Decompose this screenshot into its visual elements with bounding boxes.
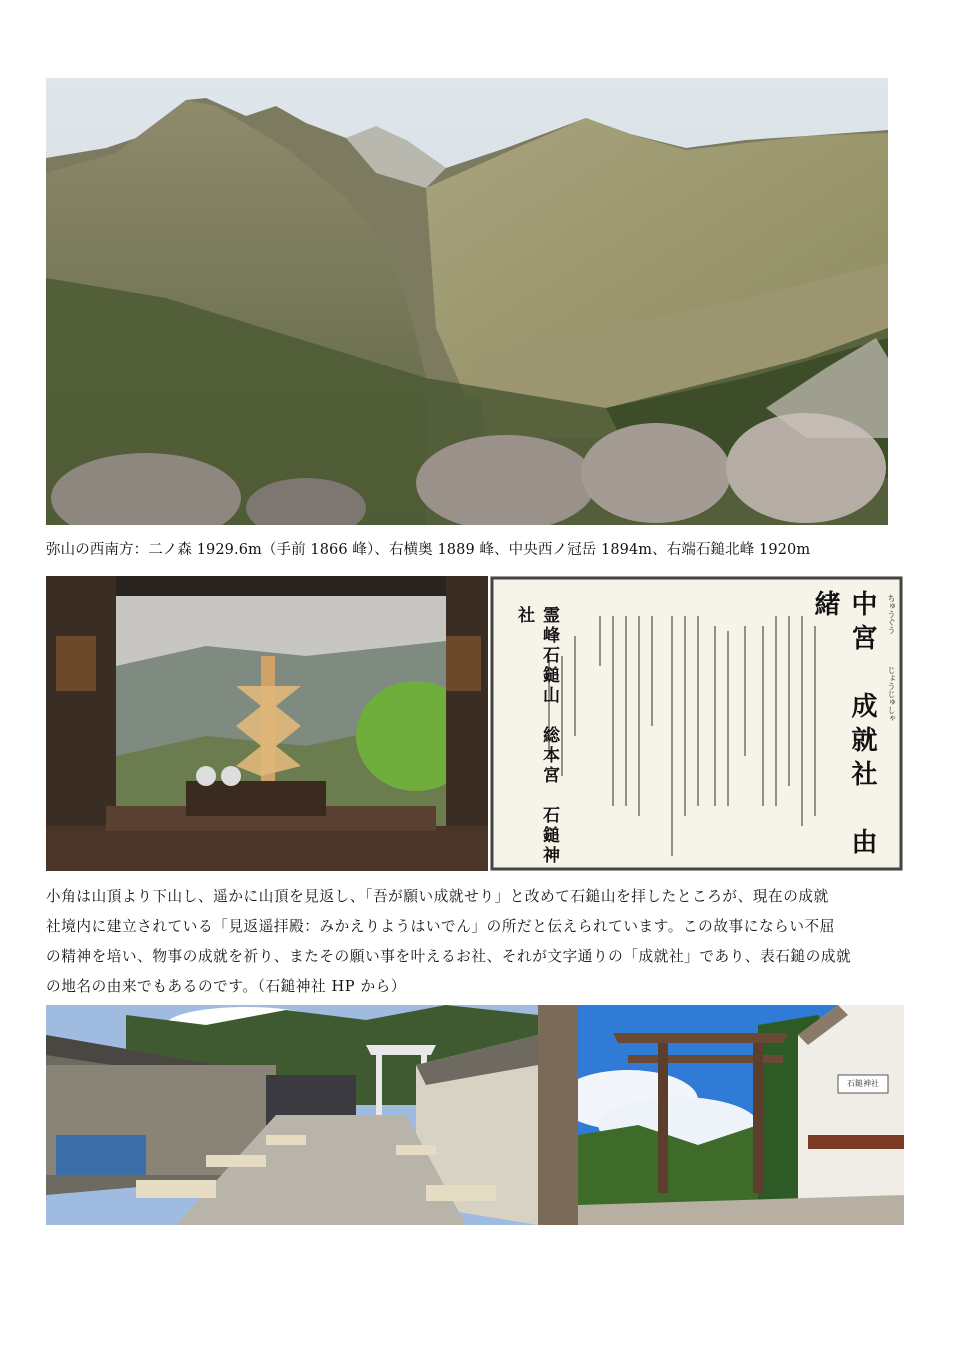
mountain-panorama-photo <box>46 78 888 525</box>
torii-gate-photo <box>538 1005 904 1225</box>
shrine-history-sign-photo <box>490 576 903 871</box>
shrine-approach-photo <box>46 1005 538 1225</box>
paragraph-line: 小角は山頂より下山し、遥かに山頂を見返し、「吾が願い成就せり」と改めて石鎚山を拝したところが、現在の成就 <box>46 888 829 905</box>
paragraph-line: の地名の由来でもあるのです。（石鎚神社 HP から） <box>46 978 407 995</box>
shrine-interior-photo <box>46 576 488 871</box>
store-sign: 石鎚神社 <box>847 1079 879 1088</box>
sign-ruby-1: ちゅうぐう <box>887 594 896 634</box>
paragraph-line: 社境内に建立されている「見返遥拝殿：みかえりようはいでん」の所だと伝えられています。この故事にならい不屈 <box>46 918 835 935</box>
photo-caption: 弥山の西南方：二ノ森 1929.6m（手前 1866 峰）、右横奥 1889 峰、中央西ノ冠岳 1894m、右端石鎚北峰 1920m <box>46 542 811 558</box>
paragraph-line: の精神を培い、物事の成就を祈り、またその願い事を叶えるお社、それが文字通りの「成就社」であり、表石鎚の成就 <box>46 948 852 965</box>
body-paragraph <box>46 882 926 1002</box>
sign-title: 中宮 成就社 由緒 <box>810 590 877 862</box>
sign-footer: 霊峰石鎚山 総本宮 石鎚神社 <box>514 606 559 866</box>
sign-ruby-2: じょうじゅしゃ <box>887 666 896 722</box>
